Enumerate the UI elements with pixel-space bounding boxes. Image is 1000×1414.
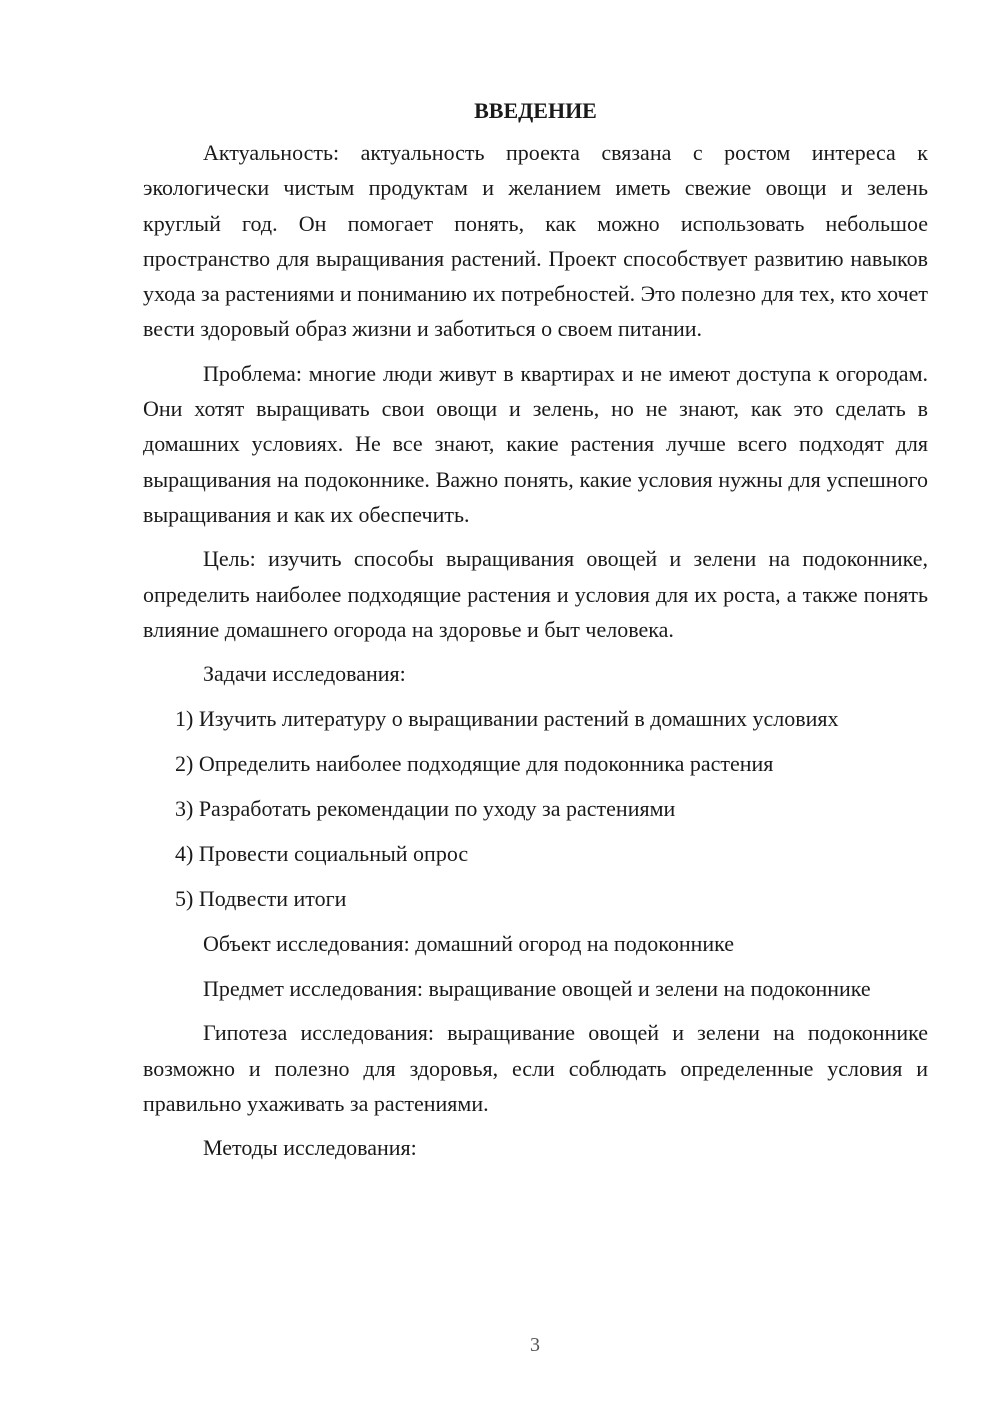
goal-paragraph: Цель: изучить способы выращивания овощей и зелени на подоконнике, определить наиболее подходящие растения и условия для их роста, а также понять влияние домашнего огорода на здоровье и быт человека. xyxy=(143,546,928,642)
relevance-paragraph: Актуальность: актуальность проекта связана с ростом интереса к экологически чистым продуктам и желанием иметь свежие овощи и зелень круглый год. Он помогает понять, как можно использовать небольшое пространство для выращивания растений. Проект способствует развитию навыков ухода за растениями и пониманию их потребностей. Это полезно для тех, кто хочет вести здоровый образ жизни и заботиться о своем питании. xyxy=(143,140,928,342)
page-number: 3 xyxy=(530,1334,540,1356)
hypothesis-paragraph: Гипотеза исследования: выращивание овощей и зелени на подоконнике возможно и полезно для здоровья, если соблюдать определенные условия и правильно ухаживать за растениями. xyxy=(143,1020,928,1117)
tasks-heading: Задачи исследования: xyxy=(203,661,406,687)
subject-paragraph: Предмет исследования: выращивание овощей и зелени на подоконнике xyxy=(203,976,871,1002)
document-page xyxy=(143,95,928,1175)
methods-heading: Методы исследования: xyxy=(203,1135,417,1161)
list-item: 5) Подвести итоги xyxy=(175,886,347,912)
page-title: ВВЕДЕНИЕ xyxy=(474,98,597,123)
problem-paragraph: Проблема: многие люди живут в квартирах и не имеют доступа к огородам. Они хотят выращивать свои овощи и зелень, но не знают, как это сделать в домашних условиях. Не все знают, какие растения лучше всего подходят для выращивания на подоконнике. Важно понять, какие условия нужны для успешного выращивания и как их обеспечить. xyxy=(143,360,928,527)
list-item: 2) Определить наиболее подходящие для подоконника растения xyxy=(175,751,774,777)
object-line: Объект исследования: домашний огород на подоконнике xyxy=(203,931,735,957)
list-item: 1) Изучить литературу о выращивании растений в домашних условиях xyxy=(175,706,839,732)
list-item: 4) Провести социальный опрос xyxy=(175,841,469,867)
tasks-list xyxy=(143,701,928,916)
list-item: 3) Разработать рекомендации по уходу за растениями xyxy=(175,796,676,822)
